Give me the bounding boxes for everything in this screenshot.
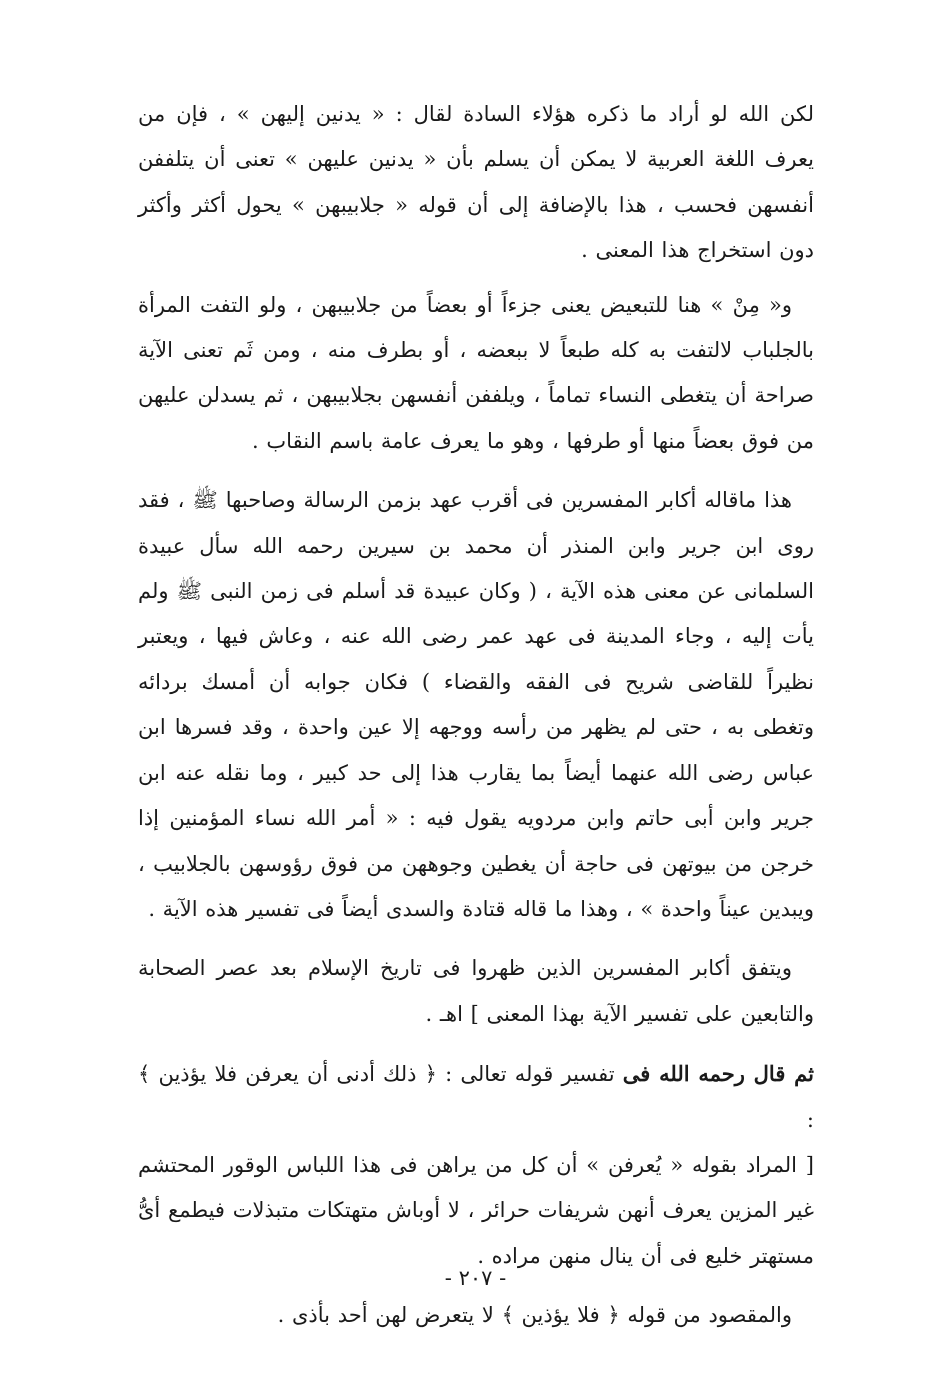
paragraph-7: والمقصود من قوله ﴿ فلا يؤذين ﴾ لا يتعرض لهن أحد بأذى . xyxy=(277,1303,792,1328)
paragraph-5 xyxy=(138,1051,814,1143)
paragraph-5-lead: ثم قال رحمه الله فى xyxy=(622,1061,814,1087)
paragraph-6: [ المراد بقوله « يُعرفن » أن كل من يراهن فى هذا اللباس الوقور المحتشم غير المزين يعرف أنهن شريفات حرائر ، لا أوباش متهتكات متبذلات فيطمع أىُّ مستهتر خليع فى أن ينال منهن مراده . xyxy=(138,1152,814,1268)
book-page xyxy=(138,92,814,1332)
paragraph-1: لكن الله لو أراد ما ذكره هؤلاء السادة لقال : « يدنين إليهن » ، فإن من يعرف اللغة العربية لا يمكن أن يسلم بأن « يدنين عليهن » تعنى أن يتلففن أنفسهن فحسب ، هذا بالإضافة إلى أن قوله « جلابيبهن » يحول أكثر وأكثر دون استخراج هذا المعنى . xyxy=(138,102,814,263)
paragraph-2: و« مِنْ » هنا للتبعيض يعنى جزءاً أو بعضاً من جلابيبهن ، ولو التفت المرأة بالجلباب لالتفت به كله طبعاً لا ببعضه ، أو بطرف منه ، ومن ثَم تعنى الآية صراحة أن يتغطى النساء تماماً ، ويلففن أنفسهن بجلابيبهن ، ثم يسدلن عليهن من فوق بعضاً منها أو طرفها ، وهو ما يعرف عامة باسم النقاب . xyxy=(138,292,814,453)
paragraph-5-body: تفسير قوله تعالى : ﴿ ذلك أدنى أن يعرفن فلا يؤذين ﴾ : xyxy=(138,1062,814,1132)
page-number: - ٢٠٧ - xyxy=(444,1266,507,1290)
paragraph-3: هذا ماقاله أكابر المفسرين فى أقرب عهد بزمن الرسالة وصاحبها ﷺ ، فقد روى ابن جرير وابن المنذر أن محمد بن سيرين رحمه الله سأل عبيدة السلمانى عن معنى هذه الآية ، ( وكان عبيدة قد أسلم فى زمن النبى ﷺ ولم يأت إليه ، وجاء المدينة فى عهد عمر رضى الله عنه ، وعاش فيها ، ويعتبر نظيراً للقاضى شريح فى الفقه والقضاء ) فكان جوابه أن أمسك بردائه وتغطى به ، حتى لم يظهر من رأسه ووجهه إلا عين واحدة ، وقد فسرها ابن عباس رضى الله عنهما أيضاً بما يقارب هذا إلى حد كبير ، وما نقله عنه ابن جرير وابن أبى حاتم وابن مردويه يقول فيه : « أمر الله نساء المؤمنين إذا خرجن من بيوتهن فى حاجة أن يغطين وجوههن من فوق رؤوسهن بالجلابيب ، ويبدين عيناً واحدة » ، وهذا ما قاله قتادة والسدى أيضاً فى تفسير هذه الآية . xyxy=(138,488,814,921)
paragraph-4: ويتفق أكابر المفسرين الذين ظهروا فى تاريخ الإسلام بعد عصر الصحابة والتابعين على تفسير الآية بهذا المعنى ] اهـ . xyxy=(138,956,814,1026)
